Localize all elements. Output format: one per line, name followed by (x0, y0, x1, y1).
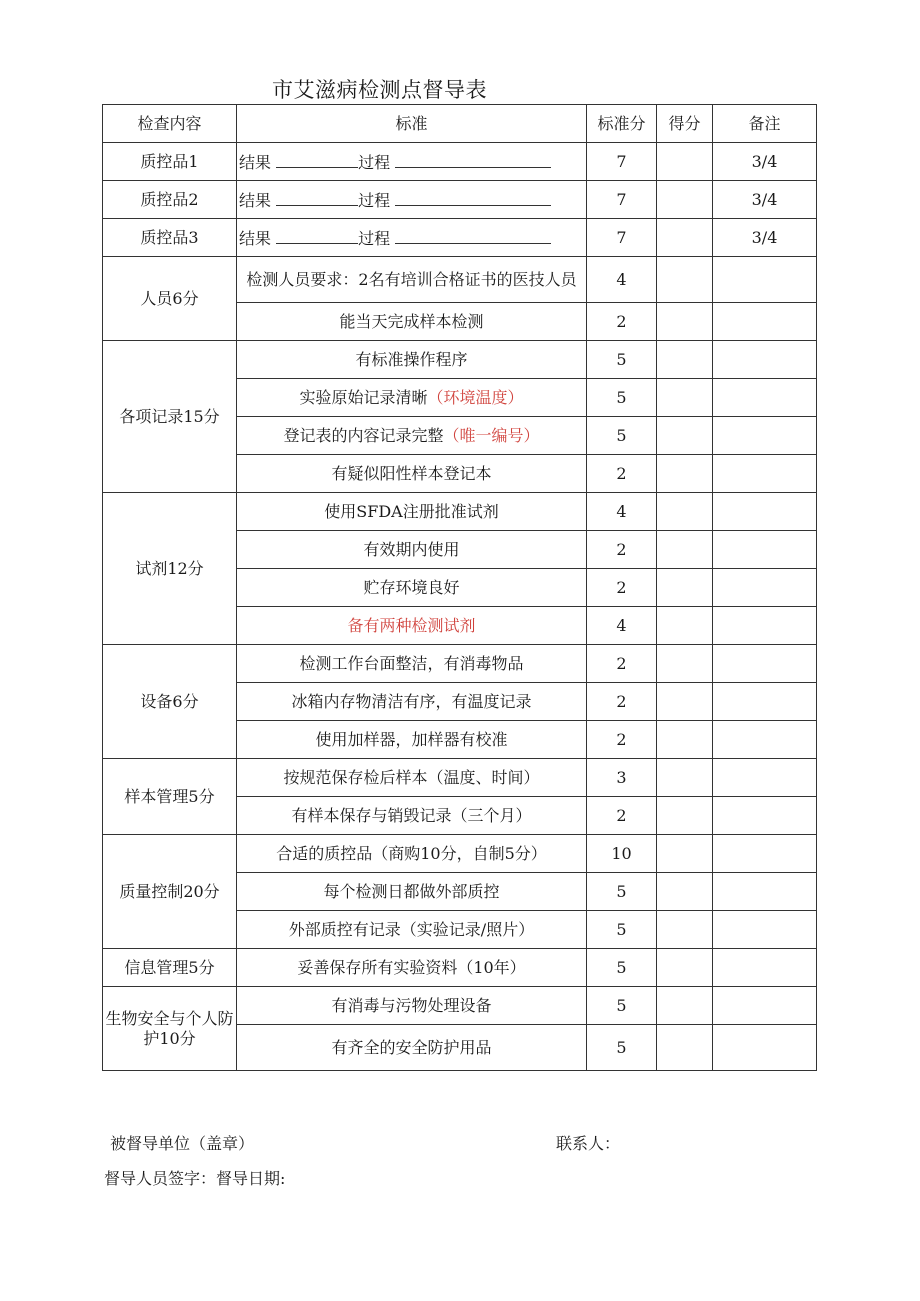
score-cell: 2 (587, 645, 657, 683)
category-cell: 质控品3 (103, 219, 237, 257)
standard-cell: 能当天完成样本检测 (237, 303, 587, 341)
signature-label: 督导人员签字：督导日期: (104, 1169, 286, 1188)
note-cell (713, 873, 817, 911)
got-cell[interactable] (657, 531, 713, 569)
header-row (103, 105, 817, 143)
note-cell (713, 759, 817, 797)
got-cell[interactable] (657, 143, 713, 181)
table-row (103, 257, 817, 303)
table-row (103, 341, 817, 379)
header-score: 标准分 (587, 105, 657, 143)
got-cell[interactable] (657, 455, 713, 493)
score-cell: 5 (587, 379, 657, 417)
category-cell: 试剂12分 (103, 493, 237, 645)
got-cell[interactable] (657, 987, 713, 1025)
got-cell[interactable] (657, 1025, 713, 1071)
process-label: 过程 (358, 152, 391, 172)
page-title: 市艾滋病检测点督导表 (272, 78, 487, 102)
standard-cell: 合适的质控品（商购10分，自制5分） (237, 835, 587, 873)
got-cell[interactable] (657, 797, 713, 835)
got-cell[interactable] (657, 219, 713, 257)
got-cell[interactable] (657, 949, 713, 987)
table-row (103, 143, 817, 181)
table-row (103, 493, 817, 531)
highlight-text: （唯一编号） (443, 425, 540, 445)
standard-cell: 备有两种检测试剂 (237, 607, 587, 645)
score-cell: 5 (587, 873, 657, 911)
score-cell: 7 (587, 219, 657, 257)
score-cell: 5 (587, 417, 657, 455)
process-label: 过程 (358, 190, 391, 210)
got-cell[interactable] (657, 417, 713, 455)
got-cell[interactable] (657, 257, 713, 303)
note-cell (713, 607, 817, 645)
result-label: 结果 (239, 152, 272, 172)
table-row (103, 759, 817, 797)
result-blank[interactable] (276, 189, 358, 206)
supervised-unit-label: 被督导单位（盖章） (110, 1134, 255, 1153)
score-cell: 2 (587, 455, 657, 493)
note-cell: 3/4 (713, 181, 817, 219)
category-cell: 设备6分 (103, 645, 237, 759)
note-cell (713, 949, 817, 987)
got-cell[interactable] (657, 873, 713, 911)
note-cell (713, 1025, 817, 1071)
table-row (103, 645, 817, 683)
standard-cell (237, 219, 587, 257)
standard-text: 登记表的内容记录完整 (283, 425, 444, 445)
result-label: 结果 (239, 228, 272, 248)
category-cell: 信息管理5分 (103, 949, 237, 987)
got-cell[interactable] (657, 683, 713, 721)
note-cell (713, 797, 817, 835)
standard-cell (237, 143, 587, 181)
standard-cell: 有效期内使用 (237, 531, 587, 569)
category-cell: 质控品2 (103, 181, 237, 219)
standard-cell: 贮存环境良好 (237, 569, 587, 607)
standard-cell: 使用加样器，加样器有校准 (237, 721, 587, 759)
result-blank[interactable] (276, 227, 358, 244)
got-cell[interactable] (657, 379, 713, 417)
note-cell (713, 911, 817, 949)
standard-cell: 冰箱内存物清洁有序，有温度记录 (237, 683, 587, 721)
category-cell: 样本管理5分 (103, 759, 237, 835)
highlight-text: （环境温度） (427, 387, 524, 407)
score-cell: 2 (587, 303, 657, 341)
note-cell (713, 721, 817, 759)
note-cell (713, 683, 817, 721)
score-cell: 2 (587, 531, 657, 569)
standard-cell (237, 181, 587, 219)
score-cell: 7 (587, 143, 657, 181)
process-label: 过程 (358, 228, 391, 248)
note-cell: 3/4 (713, 143, 817, 181)
got-cell[interactable] (657, 911, 713, 949)
result-blank[interactable] (276, 151, 358, 168)
note-cell (713, 379, 817, 417)
score-cell: 5 (587, 987, 657, 1025)
score-cell: 2 (587, 683, 657, 721)
standard-cell: 有消毒与污物处理设备 (237, 987, 587, 1025)
standard-cell: 检测人员要求：2名有培训合格证书的医技人员 (237, 257, 587, 303)
table-row (103, 987, 817, 1025)
supervision-table (102, 104, 817, 1071)
score-cell: 7 (587, 181, 657, 219)
standard-cell: 按规范保存检后样本（温度、时间） (237, 759, 587, 797)
category-cell: 生物安全与个人防护10分 (103, 987, 237, 1071)
note-cell (713, 569, 817, 607)
score-cell: 2 (587, 569, 657, 607)
got-cell[interactable] (657, 303, 713, 341)
note-cell (713, 257, 817, 303)
got-cell[interactable] (657, 607, 713, 645)
got-cell[interactable] (657, 835, 713, 873)
category-cell: 人员6分 (103, 257, 237, 341)
header-note: 备注 (713, 105, 817, 143)
standard-cell: 妥善保存所有实验资料（10年） (237, 949, 587, 987)
score-cell: 5 (587, 949, 657, 987)
got-cell[interactable] (657, 569, 713, 607)
score-cell: 10 (587, 835, 657, 873)
process-blank[interactable] (395, 189, 551, 206)
header-got: 得分 (657, 105, 713, 143)
got-cell[interactable] (657, 341, 713, 379)
score-cell: 5 (587, 1025, 657, 1071)
table-row (103, 181, 817, 219)
score-cell: 2 (587, 797, 657, 835)
standard-cell: 每个检测日都做外部质控 (237, 873, 587, 911)
note-cell (713, 417, 817, 455)
table-row (103, 219, 817, 257)
category-cell: 质控品1 (103, 143, 237, 181)
standard-cell: 有标准操作程序 (237, 341, 587, 379)
table-row (103, 949, 817, 987)
standard-cell (237, 379, 587, 417)
got-cell[interactable] (657, 721, 713, 759)
got-cell[interactable] (657, 645, 713, 683)
score-cell: 5 (587, 911, 657, 949)
standard-cell: 检测工作台面整洁，有消毒物品 (237, 645, 587, 683)
note-cell (713, 341, 817, 379)
header-content: 检查内容 (103, 105, 237, 143)
header-standard: 标准 (237, 105, 587, 143)
standard-cell: 外部质控有记录（实验记录/照片） (237, 911, 587, 949)
result-label: 结果 (239, 190, 272, 210)
note-cell (713, 645, 817, 683)
contact-label: 联系人： (556, 1134, 621, 1153)
standard-text: 实验原始记录清晰 (299, 387, 428, 407)
category-cell: 质量控制20分 (103, 835, 237, 949)
standard-cell: 有齐全的安全防护用品 (237, 1025, 587, 1071)
process-blank[interactable] (395, 227, 551, 244)
standard-cell: 使用SFDA注册批准试剂 (237, 493, 587, 531)
score-cell: 4 (587, 607, 657, 645)
note-cell (713, 835, 817, 873)
note-cell (713, 493, 817, 531)
table-row (103, 835, 817, 873)
standard-cell: 有样本保存与销毁记录（三个月） (237, 797, 587, 835)
score-cell: 4 (587, 257, 657, 303)
note-cell (713, 455, 817, 493)
standard-cell: 有疑似阳性样本登记本 (237, 455, 587, 493)
note-cell: 3/4 (713, 219, 817, 257)
process-blank[interactable] (395, 151, 551, 168)
category-cell: 各项记录15分 (103, 341, 237, 493)
note-cell (713, 987, 817, 1025)
score-cell: 5 (587, 341, 657, 379)
score-cell: 4 (587, 493, 657, 531)
got-cell[interactable] (657, 493, 713, 531)
note-cell (713, 531, 817, 569)
score-cell: 3 (587, 759, 657, 797)
got-cell[interactable] (657, 759, 713, 797)
got-cell[interactable] (657, 181, 713, 219)
standard-cell (237, 417, 587, 455)
score-cell: 2 (587, 721, 657, 759)
note-cell (713, 303, 817, 341)
